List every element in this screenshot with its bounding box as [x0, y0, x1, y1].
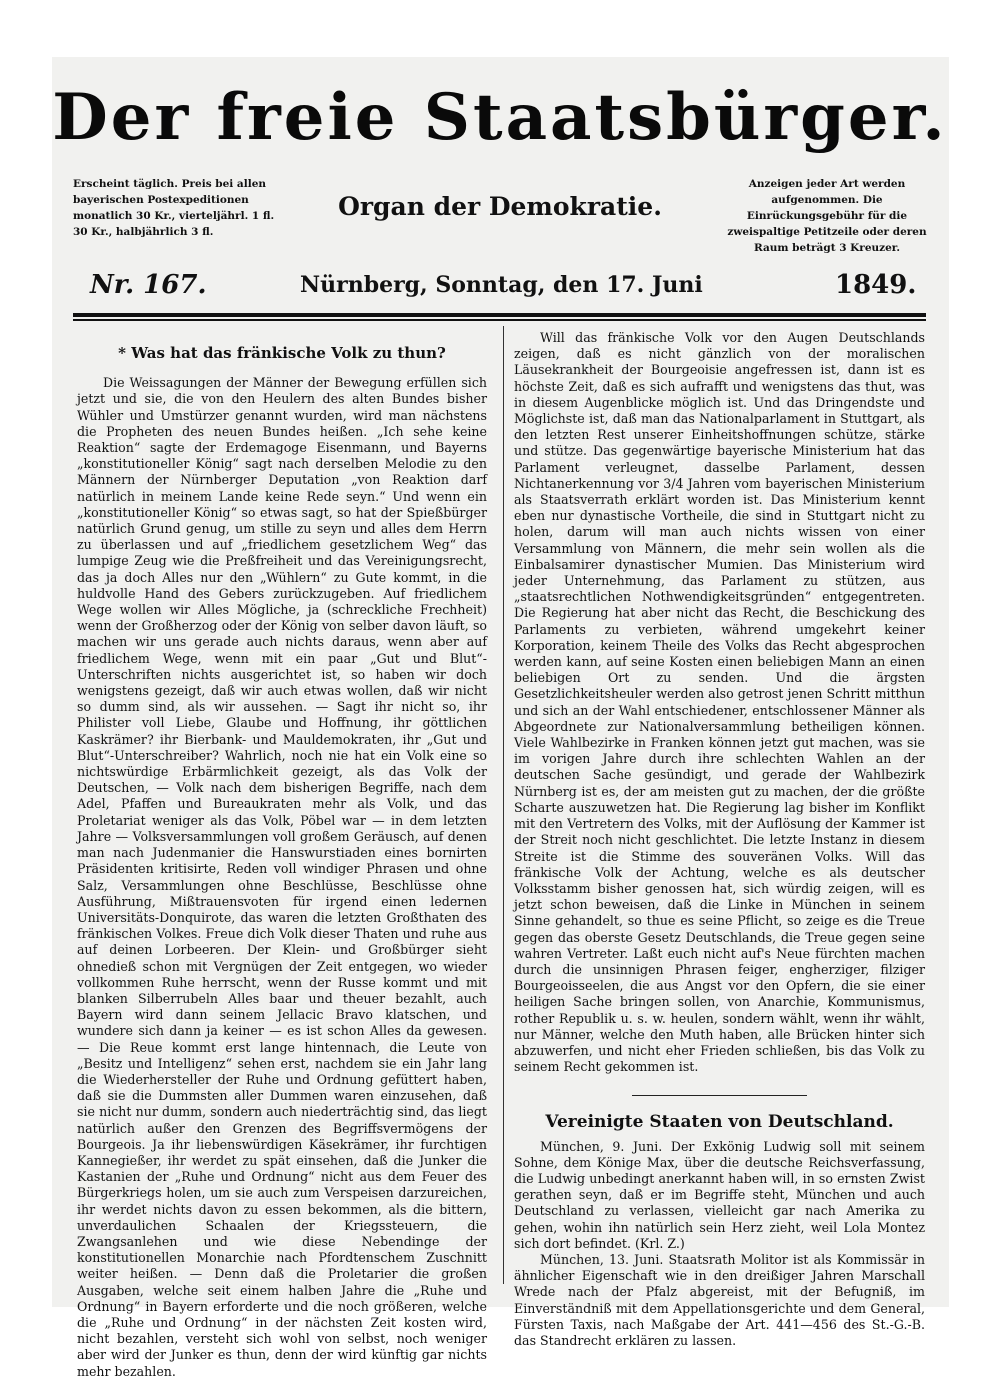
- subscription-info: Erscheint täglich. Preis bei allen bayerischen Postexpeditionen monatlich 30 Kr., vierteljährl. 1 fl. 30 Kr., halbjährlich 3 fl.: [73, 178, 275, 238]
- right-column: [514, 330, 925, 1349]
- issue-number: Nr. 167.: [90, 270, 207, 300]
- dateline: Nürnberg, Sonntag, den 17. Juni: [300, 272, 703, 298]
- section-divider: [632, 1095, 807, 1096]
- masthead-rule-thick: [73, 313, 926, 317]
- section-heading: Vereinigte Staaten von Deutschland.: [545, 1112, 894, 1133]
- issue-year: 1849.: [835, 270, 917, 300]
- newspaper-title: Der freie Staatsbürger.: [52, 80, 948, 155]
- left-column: [77, 345, 487, 1380]
- masthead-rule-thin: [73, 319, 926, 321]
- article-paragraph-continued: Will das fränkische Volk vor den Augen Deutschlands zeigen, daß es nicht gänzlich von der moralischen Läusekrankheit der Bourgeoisie angefressen ist, dann ist es höchste Zeit, daß es sich aufrafft und wenigstens das thut, was in diesem Augenblicke möglich ist. Und das Dringendste und Möglichste ist, daß man das Nationalparlament in Stuttgart, als den letzten Rest unserer Einheitshoffnungen schütze, stärke und stütze. Das gegenwärtige bayerische Ministerium hat das Parlament verleugnet, dasselbe Parlament, dessen Nichtanerkennung vor 3/4 Jahren vom bayerischen Ministerium als Staatsverrath erklärt worden ist. Das Ministerium kennt eben nur dynastische Vortheile, die sind in Stuttgart nicht zu holen, darum will man auch nichts wissen von einer Versammlung von Männern, die mehr sein wollen als die Einbalsamirer dynastischer Mumien. Das Ministerium wird jeder Unternehmung, das Parlament zu stützen, aus „staatsrechtlichen Nothwendigkeitsgründen“ entgegentreten. Die Regierung hat aber nicht das Recht, die Beschickung des Parlaments zu verbieten, während umgekehrt keiner Korporation, keinem Theile des Volks das Recht abgesprochen werden kann, auf seine Kosten einen beliebigen Mann an einen beliebigen Ort zu senden. Und die ärgsten Gesetzlichkeitsheuler werden also getrost jenen Schritt mitthun und sich an der Wahl entschiedener, entschlossener Männer als Abgeordnete zur Nationalversammlung betheiligen können. Viele Wahlbezirke in Franken können jetzt gut machen, was sie im vorigen Jahre durch ihre schlechten Wahlen an der deutschen Sache gesündigt, und gerade der Wahlbezirk Nürnberg ist es, der am meisten gut zu machen, der die größte Scharte auszuwetzen hat. Die Regierung lag bisher im Konflikt mit den Vertretern des Volks, mit der Auflösung der Kammer ist der Streit noch nicht geschlichtet. Die letzte Instanz in diesem Streite ist die Stimme des souveränen Volks. Will das fränkische Volk der Achtung, welche es als deutscher Volksstamm bisher genossen hat, sich würdig zeigen, will es jetzt schon beweisen, daß die Linke in München in seinem Sinne gehandelt, so thue es seine Pflicht, so zeige es die Treue gegen das oberste Gesetz Deutschlands, die Treue gegen seine wahren Vertreter. Laßt euch nicht auf's Neue fürchten machen durch die unsinnigen Phrasen feiger, engherziger, filziger Bourgeoisseelen, die aus Angst vor den Opfern, die sie einer heiligen Sache bringen sollen, von Anarchie, Kommunismus, rother Republik u. s. w. heulen, sondern wählt, wenn ihr wählt, nur Männer, welche den Muth haben, alle Brücken hinter sich abzuwerfen, und nicht eher Frieden schließen, bis das Volk zu seinem Recht gekommen ist.: [514, 330, 925, 1075]
- column-divider: [503, 326, 504, 1284]
- article-heading: * Was hat das fränkische Volk zu thun?: [118, 344, 446, 362]
- news-item: München, 9. Juni. Der Exkönig Ludwig soll mit seinem Sohne, dem Könige Max, über die deutsche Reichsverfassung, die Ludwig unbedingt anerkannt haben will, in so ernsten Zwist gerathen seyn, daß er im Begriffe steht, München und auch Deutschland zu verlassen, vielleicht gar nach Amerika zu gehen, wohin ihn natürlich sein Herz zieht, weil Lola Montez sich dort befindet. (Krl. Z.): [514, 1138, 925, 1251]
- article-paragraph: Die Weissagungen der Männer der Bewegung erfüllen sich jetzt und sie, die von den Heulern des alten Bundes bisher Wühler und Umstürzer genannt wurden, wird man nächstens die Propheten des neuen Bundes heißen. „Ich sehe keine Reaktion“ sagte der Erdemagoge Eisenmann, und Bayerns „konstitutioneller König“ sagt nach derselben Melodie zu den Männern der Nürnberger Deputation „von Reaktion darf natürlich in meinem Lande keine Rede seyn.“ Und wenn ein „konstitutioneller König“ so etwas sagt, so hat der Spießbürger natürlich Grund genug, um stille zu seyn und alles dem Herrn zu überlassen und auf „friedlichem gesetzlichem Weg“ das lumpige Zeug wie die Preßfreiheit und das Vereinigungsrecht, das ja doch Alles nur den „Wühlern“ zu Gute kommt, in die huldvolle Hand des Gebers zurückzugeben. Auf friedlichem Wege wollen wir Alles Mögliche, ja (schreckliche Frechheit) wenn der Großherzog oder der König von selber davon läuft, so machen wir uns gerade auch nichts daraus, wenn aber auf friedlichem Wege, wenn mit ein paar „Gut und Blut“-Unterschriften nichts ausgerichtet ist, so haben wir doch wenigstens gezeigt, daß wir auch etwas wollen, daß wir nicht so dumm sind, als wir aussehen. — Sagt ihr nicht so, ihr Philister voll Liebe, Glaube und Hoffnung, ihr göttlichen Kaskrämer? ihr Bierbank- und Mauldemokraten, ihr „Gut und Blut“-Unterschreiber? Wahrlich, noch nie hat ein Volk eine so nichtswürdige Erbärmlichkeit gezeigt, als das Volk der Deutschen, — Volk nach dem bisherigen Begriffe, nach dem Adel, Pfaffen und Bureaukraten mehr als Volk, und das Proletariat weniger als das Volk, Pöbel war — in dem letzten Jahre — Volksversammlungen voll großem Geräusch, auf denen man nach Judenmanier die Hanswurstiaden eines bornirten Präsidenten kritisirte, Reden voll windiger Phrasen und ohne Salz, Versammlungen ohne Beschlüsse, Beschlüsse ohne Ausführung, Mißtrauensvoten für irgend einen ledernen Universitäts-Donquirote, das waren die letzten Großthaten des fränkischen Volkes. Freue dich Volk dieser Thaten und ruhe aus auf deinen Lorbeeren. Der Klein- und Großbürger sieht ohnedieß schon mit Vergnügen der Zeit entgegen, wo wieder vollkommen Ruhe herrscht, wenn der Russe kommt und mit blanken Silberrubeln Alles baar und theuer bezahlt, auch Bayern wird dann seinem Jellacic Bravo klatschen, und wundere sich dann ja keiner — es ist schon Alles da gewesen. — Die Reue kommt erst lange hintennach, die Leute von „Besitz und Intelligenz“ sehen erst, nachdem sie ein Jahr lang die Wiederhersteller der Ruhe und Ordnung gefüttert haben, daß sie die Dummsten aller Dummen waren einzusehen, daß sie nicht nur dumm, sondern auch niederträchtig sind, das liegt natürlich außer den Grenzen des Begriffsvermögens der Bourgeois. Ja ihr liebenswürdigen Käsekrämer, ihr furchtigen Kannegießer, ihr werdet zu spät einsehen, daß die Junker die Kastanien der „Ruhe und Ordnung“ nicht aus dem Feuer des Bürgerkriegs holen, um sie auch zum Verspeisen darzureichen, ihr werdet nichts davon zu essen bekommen, als die bittern, unverdaulichen Schaalen der Kriegssteuern, die Zwangsanlehen und wie diese Nebendinge der konstitutionellen Monarchie nach Pfordtenschem Zuschnitt weiter heißen. — Denn daß die Proletarier die großen Ausgaben, welche seit einem halben Jahre die „Ruhe und Ordnung“ in Bayern erforderte und die noch größeren, welche die „Ruhe und Ordnung“ in der nächsten Zeit kosten wird, nicht bezahlen, versteht sich wohl von selbst, noch weniger aber wird der Junker es thun, denn der wird künftig gar nichts mehr bezahlen.: [77, 375, 487, 1379]
- newspaper-subtitle: Organ der Demokratie.: [338, 192, 662, 221]
- advertising-info: Anzeigen jeder Art werden aufgenommen. Die Einrückungsgebühr für die zweispaltige Petitzeile oder deren Raum beträgt 3 Kreuzer.: [727, 178, 927, 254]
- news-item: München, 13. Juni. Staatsrath Molitor ist als Kommissär in ähnlicher Eigenschaft wie in den dreißiger Jahren Marschall Wrede nach der Pfalz abgereist, mit der Befugniß, im Einverständniß mit dem Appellationsgerichte und dem General, Fürsten Taxis, nach Maßgabe der Art. 441—456 des St.-G.-B. das Standrecht erklären zu lassen.: [514, 1251, 925, 1348]
